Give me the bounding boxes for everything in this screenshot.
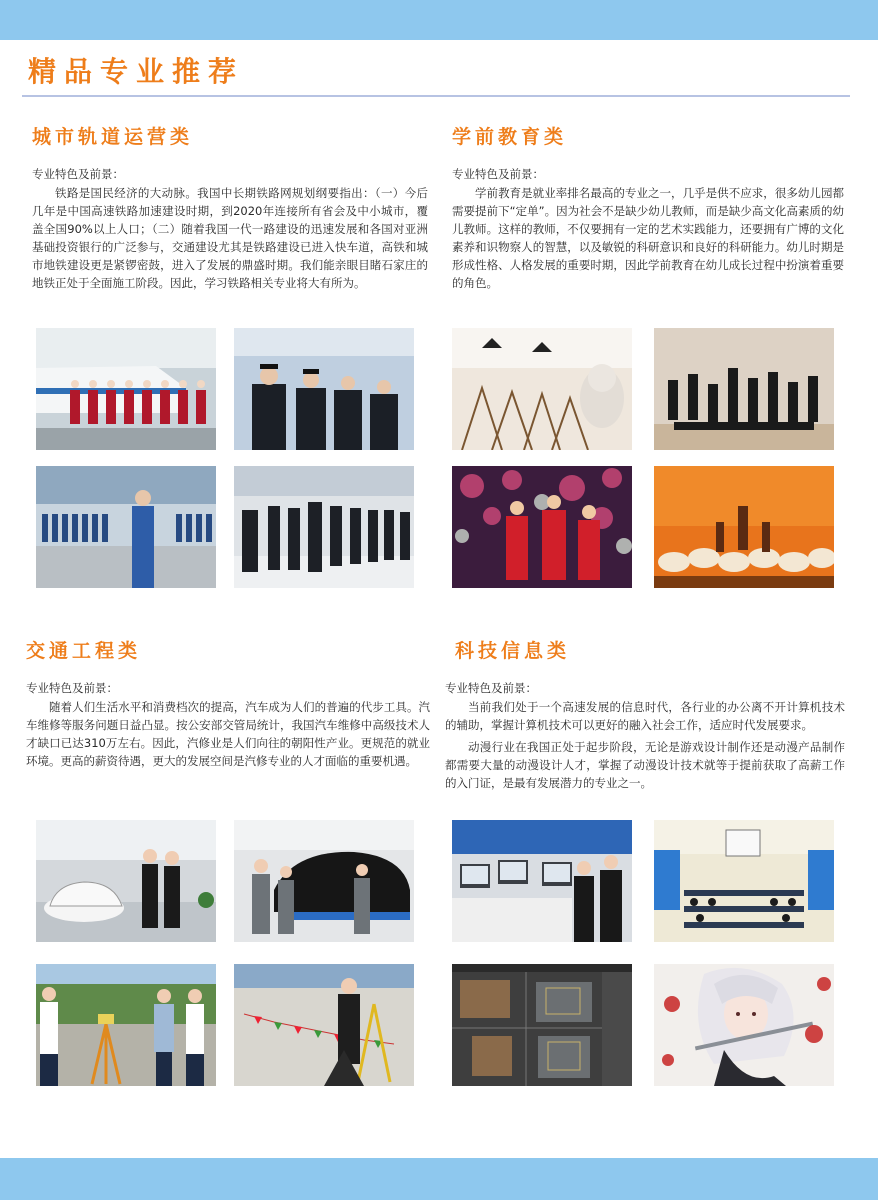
anime-character-illustration-photo	[654, 964, 834, 1086]
dance-rehearsal-photo	[654, 328, 834, 450]
computer-lab-students-photo	[452, 820, 632, 942]
car-showroom-staff-photo	[36, 820, 216, 942]
surveying-instrument-team-photo	[36, 964, 216, 1086]
title-divider	[22, 95, 850, 97]
3d-modeling-software-photo	[452, 964, 632, 1086]
section-subheading: 专业特色及前景：	[452, 167, 544, 181]
top-color-band	[0, 0, 878, 40]
section-paragraph: 学前教育是就业率排名最高的专业之一，几乎是供不应求，很多幼儿园都需要提前下“定单”。因为社会不是缺少幼儿教师，而是缺少高文化高素质的幼儿教师。这样的教师，不仅要拥有一定的艺术实践能力，还要拥有广博的文化素养和识物察人的智慧，以及敏锐的科研意识和良好的科研能力。幼儿时期是形成性格、人格发展的重要时期，因此学前教育在幼儿成长过程中扮演着重要的角色。	[452, 186, 844, 290]
section-body	[445, 698, 845, 792]
section-heading: 城市轨道运营类	[32, 126, 194, 148]
car-repair-workshop-photo	[234, 820, 414, 942]
security-officers-saluting-photo	[234, 328, 414, 450]
section-heading: 科技信息类	[455, 640, 571, 662]
section-subheading: 专业特色及前景：	[26, 681, 118, 695]
section-body	[32, 184, 428, 292]
section-heading: 学前教育类	[452, 126, 568, 148]
section-subheading: 专业特色及前景：	[32, 167, 124, 181]
page-title: 精品专业推荐	[28, 55, 245, 88]
road-surveying-field-photo	[234, 964, 414, 1086]
section-body	[452, 184, 844, 292]
section-paragraph: 动漫行业在我国正处于起步阶段，无论是游戏设计制作还是动漫产品制作都需要大量的动漫设计人才，掌握了动漫设计技术就等于提前获取了高薪工作的入门证，是最有发展潜力的专业之一。	[445, 740, 845, 790]
bottom-color-band	[0, 1158, 878, 1200]
art-studio-sculpture-photo	[452, 328, 632, 450]
high-speed-train-attendants-photo	[36, 328, 216, 450]
fan-dance-stage-photo	[654, 466, 834, 588]
security-training-line-photo	[234, 466, 414, 588]
section-body	[26, 698, 430, 770]
computer-classroom-photo	[654, 820, 834, 942]
section-heading: 交通工程类	[26, 640, 142, 662]
section-paragraph: 当前我们处于一个高速发展的信息时代，各行业的办公离不开计算机技术的辅助，掌握计算机技术可以更好的融入社会工作，适应时代发展要求。	[445, 700, 845, 732]
section-paragraph: 随着人们生活水平和消费档次的提高，汽车成为人们的普遍的代步工具。汽车维修等服务问题日益凸显。按公安部交管局统计，我国汽车维修中高级技术人才缺口已达310万左右。因此，汽修业是人们向往的朝阳性产业。更规范的就业环境。更高的薪资待遇，更大的发展空间是汽修专业的人才面临的重要机遇。	[26, 700, 430, 768]
section-paragraph: 铁路是国民经济的大动脉。我国中长期铁路网规划纲要指出：（一）今后几年是中国高速铁路加速建设时期，到2020年连接所有省会及中小城市，覆盖全国90%以上人口；（二）随着我国一代一路建设的迅速发展和各国对亚洲基础投资银行的广泛参与，交通建设尤其是铁路建设已进入快车道，高铁和城市地铁建设更是紧锣密鼓，进入了发展的鼎盛时期。我们能亲眼目睹石家庄的地铁正处于全面施工阶段。因此，学习铁路相关专业将大有所为。	[32, 186, 428, 290]
section-subheading: 专业特色及前景：	[445, 681, 537, 695]
stage-dance-performance-photo	[452, 466, 632, 588]
uniformed-students-drill-photo	[36, 466, 216, 588]
